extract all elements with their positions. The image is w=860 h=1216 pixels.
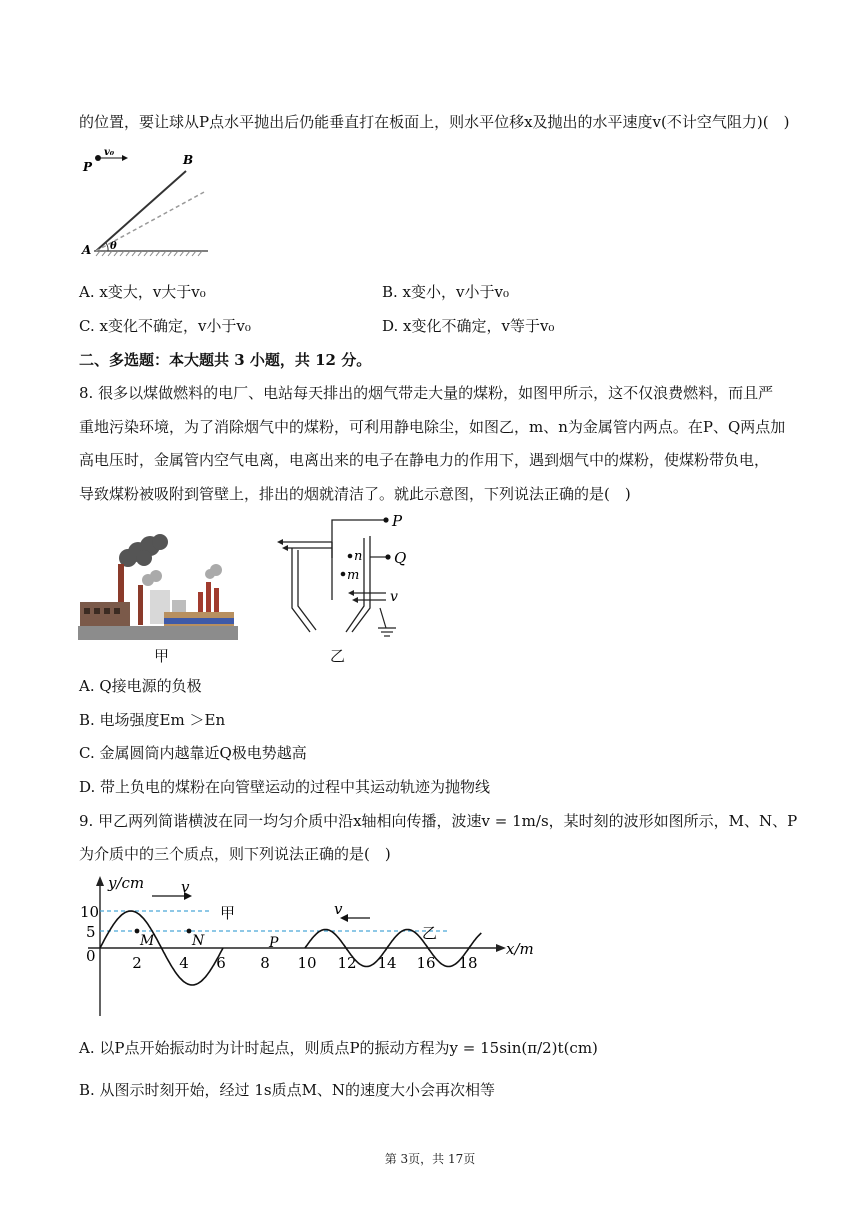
point-n: N	[192, 933, 205, 949]
factory-illustration	[78, 530, 238, 642]
wave-graph	[78, 872, 548, 1020]
label-m: m	[347, 568, 360, 583]
ball-p	[95, 155, 101, 161]
xtick-8: 8	[260, 954, 270, 972]
q9-line-2: 为介质中的三个质点，则下列说法正确的是( )	[79, 845, 391, 863]
ytick-5: 5	[86, 923, 96, 941]
smoke-cloud	[119, 534, 168, 567]
xtick-14: 14	[377, 954, 397, 972]
q9-option-a: A. 以P点开始振动时为计时起点，则质点P的振动方程为y = 15sin(π/2)t(cm)	[79, 1039, 598, 1057]
q8-option-c: C. 金属圆筒内越靠近Q极电势越高	[79, 744, 307, 762]
label-v0: v₀	[104, 147, 115, 158]
label-a: A	[82, 243, 92, 257]
page-footer: 第 3页，共 17页	[384, 1152, 476, 1166]
q8-line-2: 重地污染环境，为了消除烟气中的煤粉，可利用静电除尘，如图乙，m、n为金属管内两点。在P、Q两点加	[79, 418, 786, 436]
v-label-jia: v	[181, 878, 190, 896]
point-m: M	[140, 933, 155, 949]
incline-board	[96, 171, 186, 251]
electrostatic-precipitator-diagram	[268, 508, 438, 643]
xtick-4: 4	[179, 954, 189, 972]
point-p: P	[269, 935, 279, 951]
q7-stem-tail: 的位置，要让球从P点水平抛出后仍能垂直打在板面上，则水平位移x及抛出的水平速度v(不计空气阻力)( )	[79, 113, 790, 131]
y-axis-label: y/cm	[108, 874, 145, 892]
label-p-terminal: P	[392, 512, 403, 530]
q8-line-3: 高电压时，金属管内空气电离，电离出来的电子在静电力的作用下，遇到烟气中的煤粉，使煤粉带负电，	[79, 451, 770, 469]
q7-option-c: C. x变化不确定，v小于v₀	[79, 317, 251, 335]
xtick-18: 18	[458, 954, 478, 972]
label-p: P	[83, 160, 93, 174]
wave-label-jia: 甲	[220, 904, 236, 922]
wave-label-yi: 乙	[422, 924, 438, 942]
xtick-10: 10	[297, 954, 317, 972]
caption-jia: 甲	[154, 647, 170, 665]
q8-line-4: 导致煤粉被吸附到管壁上，排出的烟就清洁了。就此示意图，下列说法正确的是( )	[79, 485, 631, 503]
label-q-terminal: Q	[394, 549, 407, 567]
q8-option-b: B. 电场强度Em ＞En	[79, 711, 226, 729]
q8-option-d: D. 带上负电的煤粉在向管壁运动的过程中其运动轨迹为抛物线	[79, 778, 491, 796]
label-b: B	[183, 153, 194, 167]
q8-option-a: A. Q接电源的负极	[79, 677, 202, 695]
incline-figure	[80, 145, 215, 260]
xtick-16: 16	[416, 954, 436, 972]
q8-line-1: 8. 很多以煤做燃料的电厂、电站每天排出的烟气带走大量的煤粉，如图甲所示，这不仅浪费燃料，而且严	[79, 384, 774, 402]
q7-option-d: D. x变化不确定，v等于v₀	[382, 317, 555, 335]
xtick-6: 6	[216, 954, 226, 972]
v-label-yi: v	[334, 900, 343, 918]
q9-option-b: B. 从图示时刻开始，经过 1s质点M、N的速度大小会再次相等	[79, 1081, 496, 1099]
ytick-10: 10	[80, 903, 100, 921]
q9-line-1: 9. 甲乙两列简谐横波在同一均匀介质中沿x轴相向传播，波速v = 1m/s，某时刻的波形如图所示，M、N、P	[79, 812, 798, 830]
xtick-2: 2	[132, 954, 142, 972]
caption-yi: 乙	[330, 647, 346, 665]
x-axis-label: x/m	[506, 940, 534, 958]
q7-option-b: B. x变小，v小于v₀	[382, 283, 509, 301]
label-n: n	[354, 549, 363, 564]
ytick-0: 0	[86, 947, 96, 965]
q7-option-a: A. x变大，v大于v₀	[79, 283, 206, 301]
xtick-12: 12	[337, 954, 357, 972]
section-heading-multiple-choice: 二、多选题：本大题共 3 小题，共 12 分。	[79, 351, 372, 369]
label-theta: θ	[110, 241, 117, 252]
label-v-inlet: v	[390, 589, 398, 605]
